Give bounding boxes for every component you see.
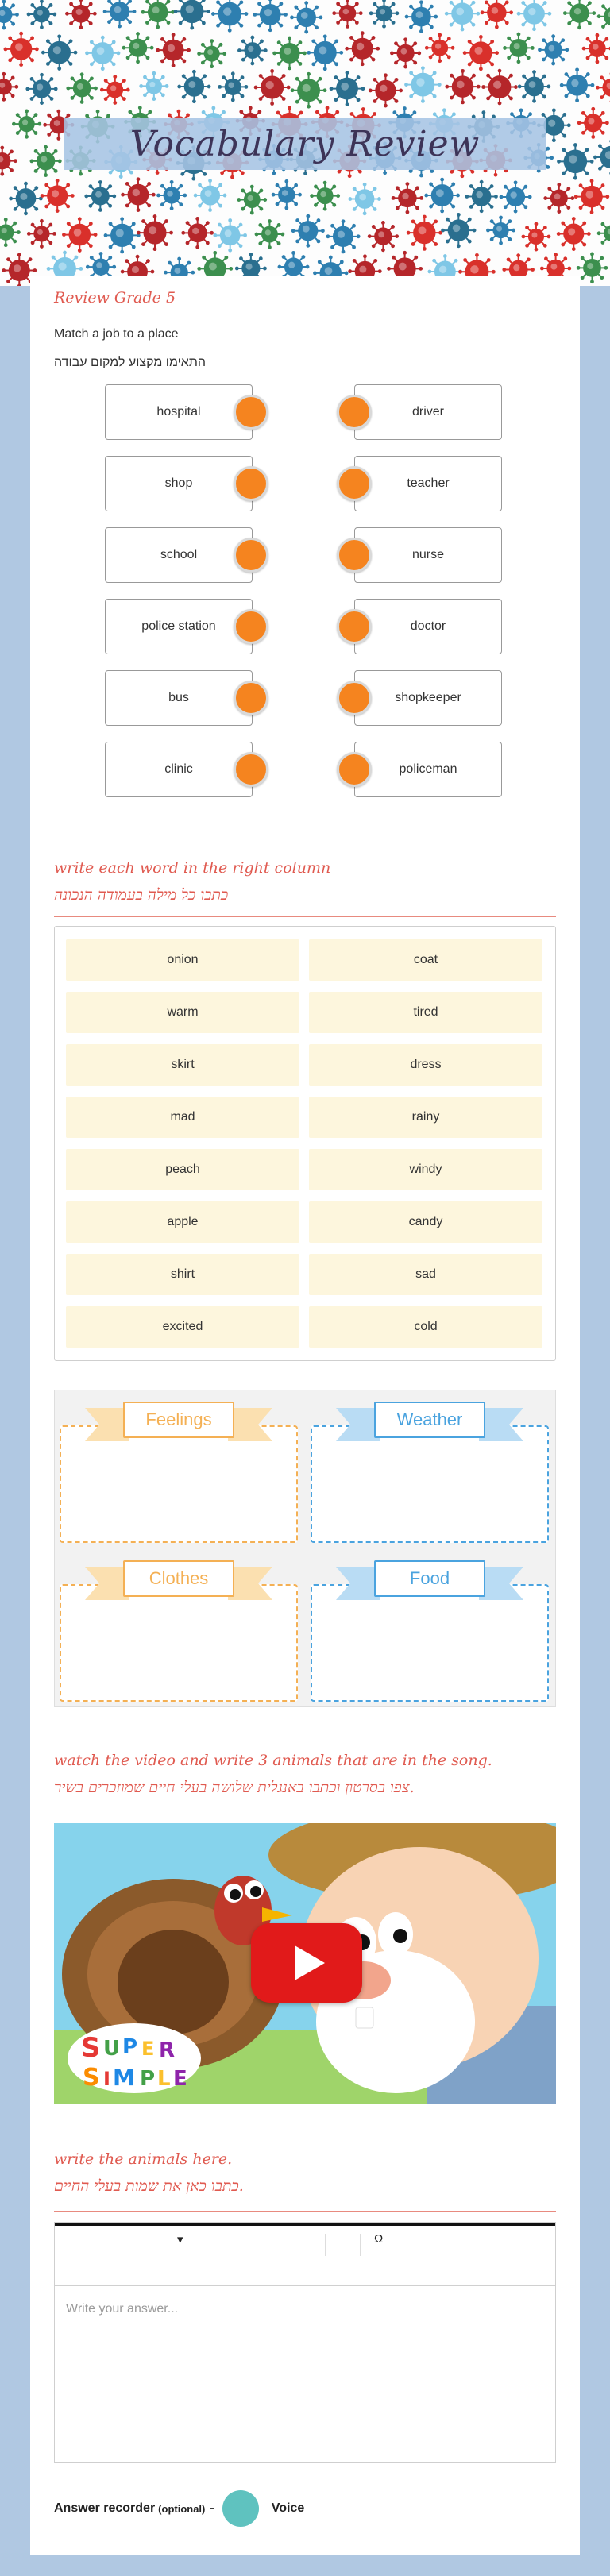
virus-icon — [0, 72, 18, 102]
category-label: Feelings — [123, 1402, 234, 1438]
category-drop-zone[interactable] — [60, 1584, 298, 1702]
virus-icon — [27, 0, 57, 29]
virus-icon — [218, 71, 248, 102]
word-tile[interactable]: mad — [66, 1097, 299, 1138]
virus-icon — [330, 71, 365, 106]
virus-icon — [404, 66, 442, 103]
match-item-right[interactable]: teacher — [354, 456, 502, 511]
virus-icon — [345, 31, 380, 66]
virus-icon — [577, 107, 609, 139]
virus-icon — [574, 179, 609, 214]
virus-icon — [424, 178, 460, 214]
virus-icon — [369, 73, 403, 107]
virus-icon — [390, 37, 421, 68]
match-connector-dot[interactable] — [337, 681, 372, 715]
svg-text:U: U — [103, 2037, 121, 2061]
virus-icon — [272, 179, 302, 210]
virus-icon — [291, 214, 325, 248]
svg-text:E: E — [141, 2038, 155, 2060]
format-dropdown[interactable]: ▾ — [177, 2233, 183, 2246]
virus-icon — [593, 139, 610, 175]
match-item-right[interactable]: policeman — [354, 742, 502, 797]
play-icon — [295, 1945, 325, 1980]
word-tile[interactable]: apple — [66, 1201, 299, 1243]
virus-icon — [25, 73, 57, 105]
virus-icon — [307, 34, 343, 71]
word-tile[interactable]: candy — [309, 1201, 542, 1243]
virus-icon — [213, 218, 247, 253]
virus-icon — [486, 216, 515, 245]
category-ribbon — [85, 1397, 272, 1443]
virus-icon — [597, 0, 610, 33]
virus-icon — [407, 215, 442, 251]
virus-icon — [481, 69, 518, 106]
match-connector-dot[interactable] — [234, 538, 268, 573]
editor-toolbar — [55, 2223, 555, 2286]
match-connector-dot[interactable] — [234, 752, 268, 787]
section-title-columns-en: write each word in the right column — [54, 859, 331, 877]
word-tile[interactable]: coat — [309, 939, 542, 981]
category-drop-zone[interactable] — [60, 1425, 298, 1543]
virus-icon — [85, 36, 120, 71]
virus-icon — [181, 217, 214, 249]
virus-icon — [65, 0, 97, 29]
virus-icon — [291, 72, 327, 109]
worksheet-title: Vocabulary Review — [129, 123, 481, 164]
word-tile[interactable]: shirt — [66, 1254, 299, 1295]
match-item-left[interactable]: bus — [105, 670, 253, 726]
virus-icon — [254, 69, 291, 106]
virus-icon — [503, 33, 535, 64]
divider — [54, 916, 556, 917]
virus-icon — [156, 180, 187, 210]
virus-icon — [557, 143, 593, 179]
virus-icon — [326, 219, 361, 253]
virus-icon — [0, 0, 19, 29]
match-item-right[interactable]: driver — [354, 384, 502, 440]
virus-icon — [62, 217, 97, 252]
virus-icon — [500, 180, 532, 213]
virus-icon — [104, 217, 141, 253]
record-button[interactable] — [222, 2490, 259, 2527]
virus-icon — [211, 0, 248, 33]
match-item-left[interactable]: shop — [105, 456, 253, 511]
category-ribbon — [336, 1397, 523, 1443]
virus-icon — [12, 110, 41, 139]
special-character-button[interactable]: Ω — [374, 2232, 384, 2246]
voice-label: Voice — [271, 2501, 305, 2515]
word-tile[interactable]: onion — [66, 939, 299, 981]
title-band — [64, 118, 546, 170]
word-tile[interactable]: dress — [309, 1044, 542, 1086]
virus-icon — [0, 146, 17, 176]
section-title-animals-he: כתבו כאן את שמות בעלי החיים. — [54, 2177, 244, 2195]
virus-icon — [441, 213, 476, 248]
match-connector-dot[interactable] — [337, 538, 372, 573]
virus-icon — [122, 32, 154, 64]
video-player[interactable] — [54, 1823, 556, 2104]
virus-icon — [596, 71, 610, 103]
virus-icon — [253, 0, 288, 32]
section-title-review: Review Grade 5 — [54, 289, 176, 307]
virus-icon — [9, 182, 43, 216]
virus-icon — [121, 177, 156, 212]
virus-icon — [521, 222, 550, 252]
virus-icon — [174, 0, 210, 29]
match-instruction-he: התאימו מקצוע למקום עבודה — [54, 356, 207, 369]
virus-icon — [66, 72, 97, 103]
toolbar-separator — [360, 2234, 361, 2256]
virus-icon — [597, 218, 610, 249]
virus-icon — [445, 0, 480, 31]
word-tile[interactable]: sad — [309, 1254, 542, 1295]
toolbar-separator — [325, 2234, 326, 2256]
word-tile[interactable]: skirt — [66, 1044, 299, 1086]
svg-text:M: M — [113, 2065, 135, 2091]
virus-icon — [27, 219, 56, 249]
match-instruction-en: Match a job to a place — [54, 327, 179, 341]
match-item-left[interactable]: police station — [105, 599, 253, 654]
virus-icon — [332, 0, 362, 29]
match-connector-dot[interactable] — [337, 466, 372, 501]
svg-text:R: R — [159, 2038, 176, 2062]
virus-icon — [392, 182, 423, 214]
virus-icon — [348, 183, 380, 215]
virus-icon — [557, 217, 591, 251]
answer-box — [54, 2222, 556, 2463]
virus-icon — [84, 180, 116, 212]
virus-icon — [290, 1, 322, 33]
word-tile[interactable]: tired — [309, 992, 542, 1033]
category-ribbon — [85, 1556, 272, 1602]
svg-text:S: S — [81, 2032, 101, 2064]
virus-icon — [481, 0, 513, 29]
svg-text:L: L — [157, 2067, 171, 2091]
recorder-optional: (optional) — [158, 2502, 206, 2515]
virus-icon — [445, 69, 480, 104]
match-connector-dot[interactable] — [337, 752, 372, 787]
divider — [54, 2211, 556, 2212]
svg-text:P: P — [140, 2067, 156, 2091]
virus-icon — [41, 34, 77, 70]
virus-icon — [368, 221, 399, 252]
virus-icon — [141, 0, 175, 29]
virus-icon — [4, 32, 39, 67]
word-bank — [54, 926, 556, 1361]
virus-icon — [100, 75, 130, 105]
svg-text:I: I — [103, 2068, 110, 2090]
header-banner — [0, 0, 610, 286]
virus-icon — [310, 181, 340, 211]
category-ribbon — [336, 1556, 523, 1602]
word-tile[interactable]: rainy — [309, 1097, 542, 1138]
virus-icon — [30, 145, 62, 177]
play-button[interactable] — [251, 1923, 362, 2003]
virus-icon — [237, 185, 267, 215]
virus-icon — [425, 33, 455, 63]
match-item-left[interactable]: hospital — [105, 384, 253, 440]
category-label: Weather — [374, 1402, 485, 1438]
category-label: Food — [374, 1560, 485, 1597]
svg-text:E: E — [173, 2067, 187, 2091]
section-title-columns-he: כתבו כל מילה בעמודה הנכונה — [54, 886, 229, 904]
section-title-video-he: צפו בסרטון וכתבו באנגלית שלושה בעלי חיים שמוזכרים בשיר. — [54, 1779, 415, 1796]
virus-icon — [137, 214, 173, 251]
virus-icon — [463, 35, 499, 71]
virus-icon — [518, 70, 550, 102]
virus-icon — [582, 33, 610, 64]
word-tile[interactable]: excited — [66, 1306, 299, 1348]
category-label: Clothes — [123, 1560, 234, 1597]
virus-icon — [156, 33, 191, 67]
match-item-left[interactable]: clinic — [105, 742, 253, 797]
virus-icon — [177, 70, 210, 103]
category-drop-zone[interactable] — [311, 1425, 549, 1543]
svg-text:P: P — [122, 2035, 138, 2059]
answer-recorder — [54, 2490, 304, 2527]
virus-icon — [272, 37, 307, 71]
match-item-right[interactable]: shopkeeper — [354, 670, 502, 726]
answer-textarea[interactable]: Write your answer... — [66, 2302, 179, 2316]
category-drop-zone[interactable] — [311, 1584, 549, 1702]
virus-icon — [0, 218, 21, 247]
match-connector-dot[interactable] — [337, 609, 372, 644]
virus-icon — [465, 180, 497, 213]
virus-icon — [369, 0, 400, 29]
word-tile[interactable]: peach — [66, 1149, 299, 1190]
word-tile[interactable]: warm — [66, 992, 299, 1033]
match-item-right[interactable]: nurse — [354, 527, 502, 583]
virus-icon — [255, 219, 285, 249]
recorder-label: Answer recorder — [54, 2501, 156, 2515]
virus-icon — [563, 0, 596, 29]
virus-icon — [577, 253, 608, 284]
recorder-dash: - — [210, 2501, 214, 2515]
virus-icon — [543, 183, 574, 214]
virus-icon — [41, 179, 75, 213]
match-connector-dot[interactable] — [337, 395, 372, 430]
worksheet-sheet — [30, 276, 580, 2555]
virus-icon — [194, 179, 227, 212]
match-connector-dot[interactable] — [234, 395, 268, 430]
section-title-animals-en: write the animals here. — [54, 2150, 233, 2168]
section-title-video-en: watch the video and write 3 animals that are in the song. — [54, 1752, 492, 1769]
virus-icon — [405, 0, 438, 33]
match-connector-dot[interactable] — [234, 681, 268, 715]
virus-icon — [139, 71, 168, 101]
match-connector-dot[interactable] — [234, 609, 268, 644]
match-item-left[interactable]: school — [105, 527, 253, 583]
virus-icon — [197, 39, 226, 68]
super-simple-logo — [67, 2022, 202, 2095]
word-tile[interactable]: windy — [309, 1149, 542, 1190]
virus-icon — [237, 36, 268, 66]
virus-icon — [103, 0, 137, 29]
virus-icon — [538, 34, 569, 65]
virus-icon — [517, 0, 552, 31]
svg-text:S: S — [83, 2064, 100, 2092]
word-tile[interactable]: cold — [309, 1306, 542, 1348]
virus-icon — [560, 67, 595, 102]
match-item-right[interactable]: doctor — [354, 599, 502, 654]
category-columns — [54, 1390, 556, 1707]
match-connector-dot[interactable] — [234, 466, 268, 501]
